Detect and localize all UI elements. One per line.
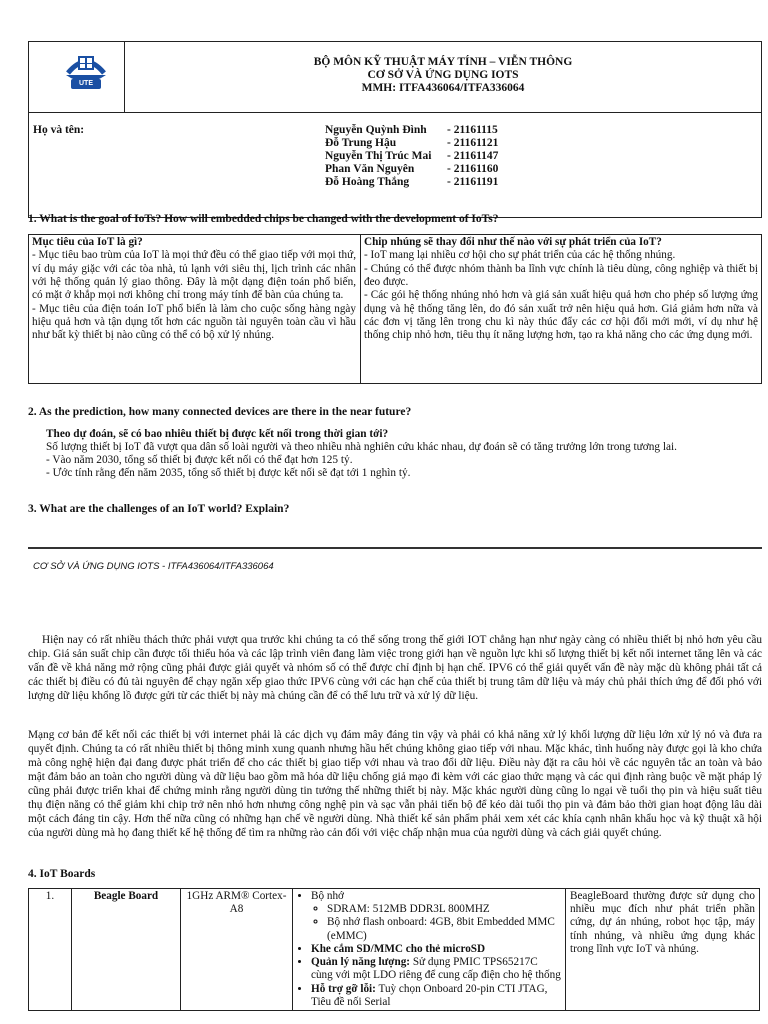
member-name: Đỗ Trung Hậu — [325, 137, 397, 149]
challenges-paragraph — [28, 634, 762, 704]
member-id: - 21161160 — [447, 163, 499, 175]
list-item: • Khe cắm SD/MMC cho thẻ microSD — [311, 943, 561, 956]
q1-right-text: - IoT mang lại nhiều cơ hội cho sự phát triển của các hệ thống nhúng. — [364, 249, 676, 262]
question-3: 3. What are the challenges of an IoT world? Explain? — [28, 503, 290, 515]
member-row — [325, 162, 498, 176]
course-code: MMH: ITFA436064/ITFA336064 — [361, 82, 525, 94]
logo-text: UTE — [79, 80, 93, 87]
spec-label: Hỗ trợ gỡ lỗi: — [311, 982, 376, 995]
q1-right-text: - Chúng có thể được nhóm thành ba lĩnh vực chính là tiêu dùng, công nghiệp và thiết bị đeo được. — [364, 262, 758, 288]
member-name: Nguyễn Quỳnh Đình — [325, 124, 427, 136]
question-4: 4. IoT Boards — [28, 868, 96, 880]
iot-boards-table — [28, 888, 760, 1011]
table-row — [29, 889, 760, 1011]
board-name: Beagle Board — [72, 889, 181, 1011]
spec-list — [297, 890, 561, 1009]
sub-list — [311, 903, 561, 943]
member-row — [325, 149, 498, 163]
spec-text: Tuỳ chọn Onboard 20-pin CTI JTAG, Tiêu đề nối Serial — [311, 982, 548, 1008]
member-name: Nguyễn Thị Trúc Mai — [325, 150, 432, 162]
header-divider — [28, 112, 762, 113]
q2-text: - Ước tính rằng đến năm 2035, tổng số thiết bị được kết nối sẽ đạt tới 1 nghìn tỷ. — [46, 467, 411, 479]
list-item: ◦ SDRAM: 512MB DDR3L 800MHZ — [327, 903, 561, 916]
member-id: - 21161121 — [447, 137, 499, 149]
list-item — [311, 956, 561, 982]
challenges-paragraph — [28, 729, 762, 841]
q2-text: Số lượng thiết bị IoT đã vượt qua dân số loài người và theo nhiều nhà nghiên cứu khác nhau, dự đoán sẽ có tăng trưởng lớn trong tương lai. — [46, 441, 677, 453]
q2-subheading: Theo dự đoán, sẽ có bao nhiêu thiết bị được kết nối trong thời gian tới? — [46, 428, 389, 440]
page-footer: CƠ SỞ VÀ ỨNG DỤNG IOTS - ITFA436064/ITFA336064 — [33, 561, 274, 572]
question-1: 1. What is the goal of IoTs? How will embedded chips be changed with the development of IoTs? — [28, 213, 499, 225]
q1-left-heading: Mục tiêu của IoT là gì? — [32, 236, 143, 248]
member-id: - 21161147 — [447, 150, 499, 162]
spec-label: Quản lý năng lượng: — [311, 956, 411, 969]
spec-text: Bộ nhớ — [311, 890, 344, 902]
q1-right-cell — [364, 236, 758, 343]
member-id: - 21161115 — [447, 124, 498, 136]
q1-left-text: - Mục tiêu của điện toán IoT phổ biến là làm cho cuộc sống hàng ngày hiệu quả hơn và tận dụng tốt hơn các nguồn tài nguyên toàn cầu vì hầu như bất kỳ thiết bị nào cũng có thể có bộ xử lý nhúng. — [32, 302, 356, 342]
row-index: 1. — [29, 889, 72, 1011]
member-row — [325, 136, 498, 150]
students-label: Họ và tên: — [33, 124, 85, 136]
member-name: Đỗ Hoàng Thắng — [325, 176, 410, 188]
paragraph-text: Mạng cơ bản để kết nối các thiết bị với internet phải là các dịch vụ đám mây đáng tin vậy và phải có khả năng xử lý khối lượng dữ liệu lớn xử lý nó và đưa ra quyết định. Chúng ta có rất nhiều thiết bị thông minh xung quanh nhưng hầu hết chúng không giao tiếp với nhau. Mặc khác, tình huống này được gọi là kho chứa mà công nghệ hiện đại đang được phát triển để cho các thiết bị giao tiếp với nhau và trao đổi dữ liệu. Điều này đặt ra câu hỏi về các nguyên tắc an toàn và bảo mật đảm bảo an toàn cho người dùng và dữ liệu bao gồm mã hóa dữ liệu chống giả mạo đi kèm với các giao thức mạng và các qui định ràng buộc về mặt pháp lý cũng phải được triển khai để chứng minh rằng người dùng tin tưởng thế những thiết bị này. Mặc khác người dùng cũng lo ngại về tuổi thọ pin và hiệu suất tiêu thụ điện năng có thể giảm khi chip trở nên nhỏ hơn nhưng công nghệ pin và sạc vẫn phải tiến bộ để kéo dài tuổi thọ pin và đảm bảo thời gian hoạt động lâu dài một cách đáng tin cậy. Hơn thế nữa cũng có những hạn chế về người dùng. Nhà thiết kế sản phẩm phải xem xét các khía cạnh nhân khẩu học và kỹ thuật xã hội của người dùng mà họ đang thiết kế hệ thống để tìm ra những rào cản đối với việc chấp nhận mua của người dùng và cách giải quyết chúng. — [28, 729, 762, 839]
board-description: BeagleBoard thường được sử dụng cho nhiều mục đích như phát triển phần cứng, dự án nhúng, robot học tập, máy tính nhúng, và nhiều ứng dụng khác trong lĩnh vực IoT và nhúng. — [566, 889, 760, 1011]
q1-right-text: - Các gói hệ thống nhúng nhỏ hơn và giá sản xuất hiệu quả hơn cho phép số lượng ứng dụng và hệ thống tăng lên, do đó sản xuất trở nên hiệu quả hơn. Giá giảm hơn nữa và các đơn vị tăng lên trong chu kì này thúc đẩy các cơ hội đổi mới mới, ví dụ như hệ thống chip nhỏ hơn, tiêu thụ ít năng lượng hơn, tạo ra khả năng cho các ứng dụng mới. — [364, 289, 758, 342]
q1-left-cell — [32, 236, 356, 343]
board-cpu: 1GHz ARM® Cortex-A8 — [181, 889, 293, 1011]
page-break-rule — [28, 547, 762, 549]
member-row — [325, 175, 498, 189]
member-name: Phan Văn Nguyên — [325, 163, 415, 175]
list-item — [311, 890, 561, 943]
q2-text: - Vào năm 2030, tổng số thiết bị được kết nối có thể đạt hơn 125 tỷ. — [46, 454, 353, 466]
member-id: - 21161191 — [447, 176, 499, 188]
course-title: CƠ SỞ VÀ ỨNG DỤNG IOTS — [367, 69, 519, 81]
q1-table-divider — [360, 234, 361, 384]
question-2: 2. As the prediction, how many connected devices are there in the near future? — [28, 406, 412, 418]
q1-left-text: - Mục tiêu bao trùm của IoT là mọi thứ đều có thể giao tiếp với mọi thứ, ví dụ máy giặc với các tòa nhà, tủ lạnh với siêu thị, lịch trình các nhân với hệ thống quản lý giao thông. Đây là một dạng điện toán phổ biến, có mặt ở khắp mọi nơi không chỉ trong máy tính để bàn của chúng ta. — [32, 249, 356, 302]
list-item: ◦ Bộ nhớ flash onboard: 4GB, 8bit Embedded MMC (eMMC) — [327, 916, 561, 942]
department-title: BỘ MÔN KỸ THUẬT MÁY TÍNH – VIỄN THÔNG — [313, 56, 573, 68]
list-item — [311, 983, 561, 1009]
board-specs — [293, 889, 566, 1011]
q1-right-heading: Chip nhúng sẽ thay đổi như thế nào với sự phát triển của IoT? — [364, 236, 662, 248]
member-row — [325, 123, 498, 137]
ute-logo — [62, 47, 110, 93]
spec-text: Sử dụng PMIC TPS65217C cùng với một LDO riêng để cung cấp điện cho hệ thống — [311, 956, 561, 982]
paragraph-text: Hiện nay có rất nhiều thách thức phải vượt qua trước khi chúng ta có thể sống trong thế giới IOT chẳng hạn như ngày càng có nhiều thiết bị nhỏ hơn yêu cầu chip. Giá sản suất chip cần được tối thiểu hóa và các lập trình viên đang làm việc trong giới hạn về nguồn lực khi số lượng thiết bị kết nối internet tăng lên và các vấn đề về khả năng mở rộng cũng phải được giải quyết và nhóm số có thể được chỉ định bị hạn chế. IPV6 có thể giải quyết vấn đề này mặc dù không phải tất cả các thiết bị điều có đủ tài nguyên để chạy ngăn xếp giao thức IPV6 cùng với các hạn chế của thiết bị trung tâm dữ liệu và máy chủ phải thích ứng để đối phó với lượng dữ liệu khổng lồ được gửi từ các thiết bị này mà chúng cần để có thể lưu trữ và xử lý dữ liệu. — [28, 634, 762, 702]
